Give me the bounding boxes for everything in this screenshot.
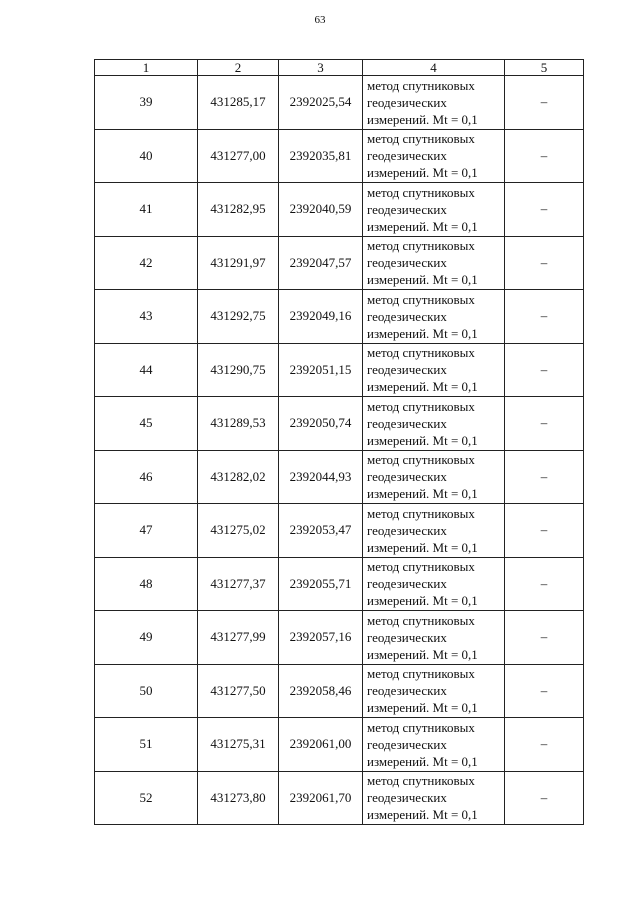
x-coordinate-cell: 431291,97 [198, 236, 279, 290]
x-coordinate-cell: 431277,99 [198, 611, 279, 665]
column-header-2: 2 [198, 60, 279, 76]
note-cell: – [505, 397, 584, 451]
note-cell: – [505, 129, 584, 183]
note-cell: – [505, 718, 584, 772]
note-cell: – [505, 557, 584, 611]
y-coordinate-cell: 2392049,16 [279, 290, 363, 344]
point-number-cell: 41 [95, 183, 198, 237]
column-header-5: 5 [505, 60, 584, 76]
x-coordinate-cell: 431289,53 [198, 397, 279, 451]
y-coordinate-cell: 2392057,16 [279, 611, 363, 665]
table-row [95, 611, 584, 665]
x-coordinate-cell: 431273,80 [198, 771, 279, 825]
x-coordinate-cell: 431275,02 [198, 504, 279, 558]
column-header-4: 4 [363, 60, 505, 76]
method-cell: метод спутниковых геодезических измерений. Mt = 0,1 [363, 664, 505, 718]
method-cell: метод спутниковых геодезических измерений. Mt = 0,1 [363, 771, 505, 825]
point-number-cell: 42 [95, 236, 198, 290]
note-cell: – [505, 183, 584, 237]
y-coordinate-cell: 2392047,57 [279, 236, 363, 290]
table-row [95, 76, 584, 130]
y-coordinate-cell: 2392053,47 [279, 504, 363, 558]
table-row [95, 557, 584, 611]
table-row [95, 504, 584, 558]
table-row [95, 397, 584, 451]
note-cell: – [505, 611, 584, 665]
method-cell: метод спутниковых геодезических измерений. Mt = 0,1 [363, 343, 505, 397]
table-row [95, 718, 584, 772]
x-coordinate-cell: 431277,50 [198, 664, 279, 718]
x-coordinate-cell: 431282,95 [198, 183, 279, 237]
point-number-cell: 50 [95, 664, 198, 718]
method-cell: метод спутниковых геодезических измерений. Mt = 0,1 [363, 290, 505, 344]
note-cell: – [505, 664, 584, 718]
method-cell: метод спутниковых геодезических измерений. Mt = 0,1 [363, 450, 505, 504]
point-number-cell: 46 [95, 450, 198, 504]
method-cell: метод спутниковых геодезических измерений. Mt = 0,1 [363, 504, 505, 558]
table-row [95, 343, 584, 397]
method-cell: метод спутниковых геодезических измерений. Mt = 0,1 [363, 236, 505, 290]
x-coordinate-cell: 431277,00 [198, 129, 279, 183]
y-coordinate-cell: 2392040,59 [279, 183, 363, 237]
x-coordinate-cell: 431285,17 [198, 76, 279, 130]
table-row [95, 450, 584, 504]
table-row [95, 236, 584, 290]
x-coordinate-cell: 431277,37 [198, 557, 279, 611]
method-cell: метод спутниковых геодезических измерений. Mt = 0,1 [363, 557, 505, 611]
y-coordinate-cell: 2392061,70 [279, 771, 363, 825]
method-cell: метод спутниковых геодезических измерений. Mt = 0,1 [363, 183, 505, 237]
point-number-cell: 52 [95, 771, 198, 825]
table-row [95, 664, 584, 718]
y-coordinate-cell: 2392051,15 [279, 343, 363, 397]
coordinates-table [94, 59, 584, 825]
column-header-3: 3 [279, 60, 363, 76]
x-coordinate-cell: 431275,31 [198, 718, 279, 772]
note-cell: – [505, 76, 584, 130]
note-cell: – [505, 450, 584, 504]
y-coordinate-cell: 2392055,71 [279, 557, 363, 611]
table-row [95, 771, 584, 825]
note-cell: – [505, 236, 584, 290]
point-number-cell: 45 [95, 397, 198, 451]
point-number-cell: 40 [95, 129, 198, 183]
point-number-cell: 39 [95, 76, 198, 130]
table-header-row [95, 60, 584, 76]
point-number-cell: 51 [95, 718, 198, 772]
column-header-1: 1 [95, 60, 198, 76]
x-coordinate-cell: 431290,75 [198, 343, 279, 397]
x-coordinate-cell: 431282,02 [198, 450, 279, 504]
point-number-cell: 44 [95, 343, 198, 397]
table-row [95, 290, 584, 344]
page-number: 63 [314, 14, 326, 26]
method-cell: метод спутниковых геодезических измерений. Mt = 0,1 [363, 611, 505, 665]
note-cell: – [505, 290, 584, 344]
y-coordinate-cell: 2392058,46 [279, 664, 363, 718]
method-cell: метод спутниковых геодезических измерений. Mt = 0,1 [363, 129, 505, 183]
method-cell: метод спутниковых геодезических измерений. Mt = 0,1 [363, 397, 505, 451]
method-cell: метод спутниковых геодезических измерений. Mt = 0,1 [363, 718, 505, 772]
note-cell: – [505, 343, 584, 397]
point-number-cell: 43 [95, 290, 198, 344]
point-number-cell: 47 [95, 504, 198, 558]
note-cell: – [505, 504, 584, 558]
x-coordinate-cell: 431292,75 [198, 290, 279, 344]
method-cell: метод спутниковых геодезических измерений. Mt = 0,1 [363, 76, 505, 130]
note-cell: – [505, 771, 584, 825]
point-number-cell: 48 [95, 557, 198, 611]
y-coordinate-cell: 2392050,74 [279, 397, 363, 451]
y-coordinate-cell: 2392061,00 [279, 718, 363, 772]
y-coordinate-cell: 2392035,81 [279, 129, 363, 183]
point-number-cell: 49 [95, 611, 198, 665]
y-coordinate-cell: 2392025,54 [279, 76, 363, 130]
y-coordinate-cell: 2392044,93 [279, 450, 363, 504]
table-row [95, 129, 584, 183]
table-row [95, 183, 584, 237]
